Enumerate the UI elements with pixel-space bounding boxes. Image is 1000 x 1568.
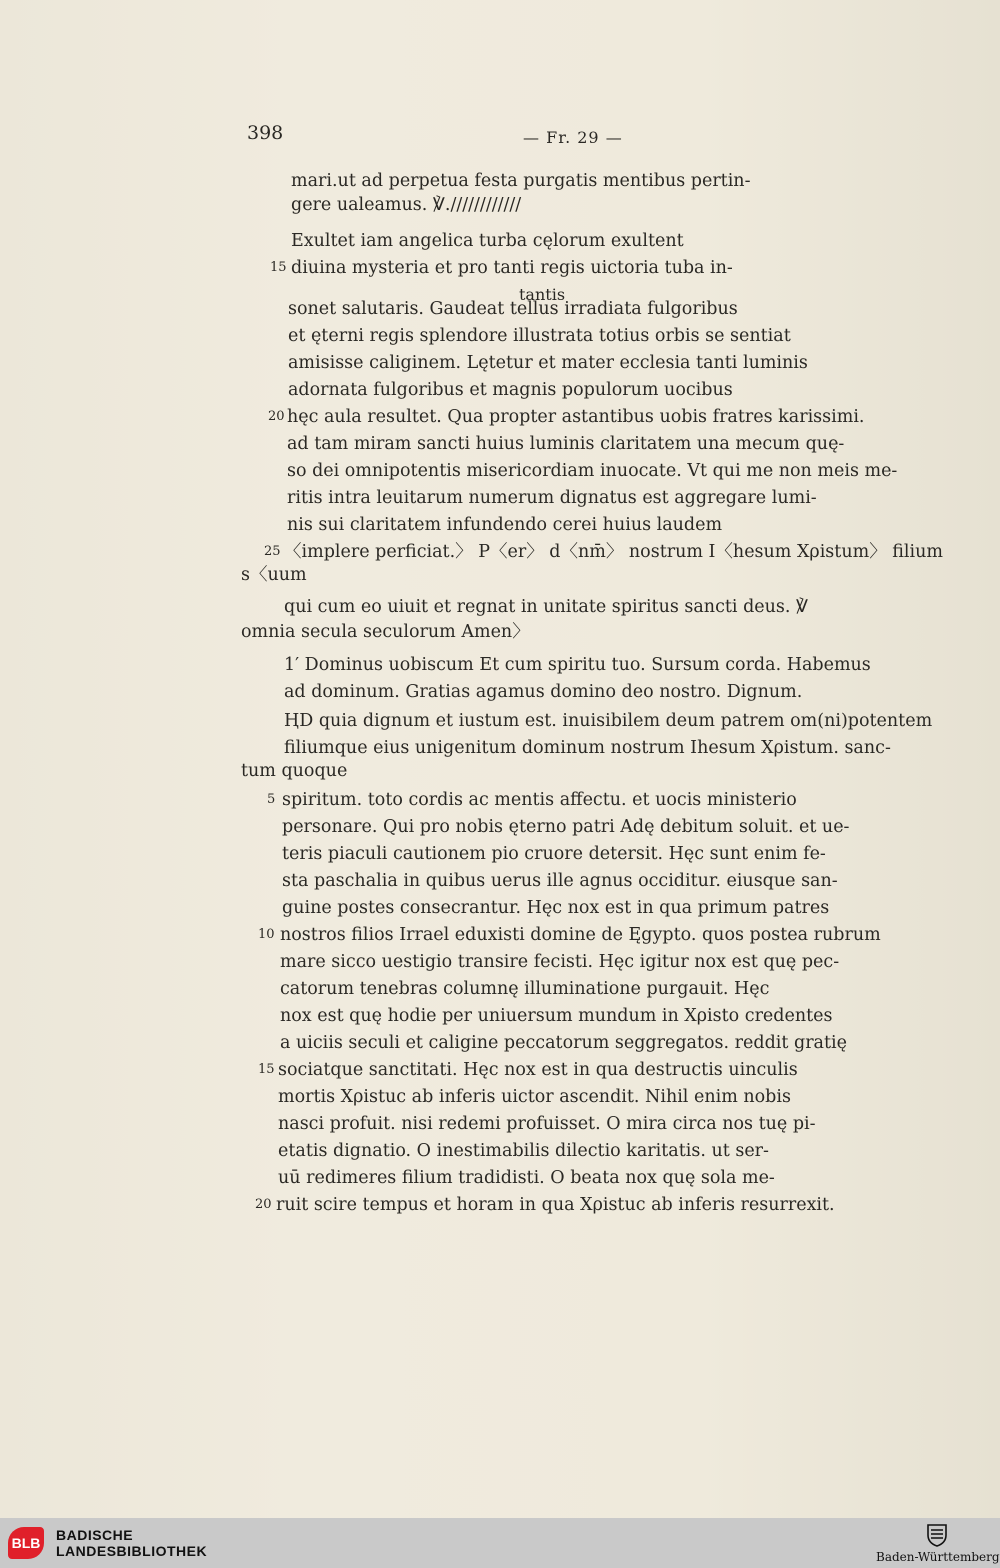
text-line: et ęterni regis splendore illustrata totius orbis se sentiat — [288, 326, 791, 346]
interlinear-insertion: tantis — [519, 285, 566, 304]
text-line: nostros filios Irrael eduxisti domine de Ęgypto. quos postea rubrum — [280, 925, 881, 945]
text-line: 〈implere perficiat.〉 P〈er〉 d〈nm̄〉 nostrum I〈hesum Xρistum〉 filium — [284, 542, 943, 562]
text-line: Exultet iam angelica turba cęlorum exultent — [291, 231, 684, 251]
text-line: mare sicco uestigio transire fecisti. Hęc igitur nox est quę pec- — [280, 952, 840, 972]
text-line: uū redimeres filium tradidisti. O beata nox quę sola me- — [278, 1168, 775, 1188]
text-line: nox est quę hodie per uniuersum mundum in Xρisto credentes — [280, 1006, 833, 1026]
text-line: diuina mysteria et pro tanti regis uictoria tuba in- — [291, 258, 733, 278]
text-line: adornata fulgoribus et magnis populorum uocibus — [288, 380, 733, 400]
text-line: ruit scire tempus et horam in qua Xρistuc ab inferis resurrexit. — [276, 1195, 835, 1215]
text-line: nasci profuit. nisi redemi profuisset. O mira circa nos tuę pi- — [278, 1114, 816, 1134]
text-line: etatis dignatio. O inestimabilis dilectio karitatis. ut ser- — [278, 1141, 769, 1161]
text-line: gere ualeamus. ℣.//////////// — [291, 195, 522, 215]
running-title: — Fr. 29 — — [523, 128, 623, 147]
line-number: 20 — [268, 409, 285, 424]
state-crest-icon — [924, 1522, 950, 1548]
text-line: teris piaculi cautionem pio cruore detersit. Hęc sunt enim fe- — [282, 844, 826, 864]
text-line: sta paschalia in quibus uerus ille agnus occiditur. eiusque san- — [282, 871, 838, 891]
state-name: Baden-Württemberg — [876, 1550, 1000, 1564]
text-line: ad tam miram sancti huius luminis claritatem una mecum quę- — [287, 434, 845, 454]
line-number: 20 — [255, 1197, 272, 1212]
text-line: tum quoque — [241, 761, 348, 781]
library-name — [56, 1527, 207, 1559]
text-line: nis sui claritatem infundendo cerei huius laudem — [287, 515, 723, 535]
text-line: 1′ Dominus uobiscum Et cum spiritu tuo. Sursum corda. Habemus — [284, 655, 871, 675]
text-line: qui cum eo uiuit et regnat in unitate spiritus sancti deus. ℣ — [284, 597, 808, 617]
text-line: hęc aula resultet. Qua propter astantibus uobis fratres karissimi. — [287, 407, 865, 427]
text-line: personare. Qui pro nobis ęterno patri Adę debitum soluit. et ue- — [282, 817, 850, 837]
text-line: mortis Xρistuc ab inferis uictor ascendit. Nihil enim nobis — [278, 1087, 791, 1107]
text-line: so dei omnipotentis misericordiam inuocate. Vt qui me non meis me- — [287, 461, 898, 481]
text-line: sociatque sanctitati. Hęc nox est in qua destructis uinculis — [278, 1060, 798, 1080]
footer-bar — [0, 1518, 1000, 1568]
text-line: sonet salutaris. Gaudeat tellus irradiata fulgoribus — [288, 299, 738, 319]
text-line: amisisse caliginem. Lętetur et mater ecclesia tanti luminis — [288, 353, 808, 373]
library-name-line-1: BADISCHE — [56, 1527, 134, 1543]
line-number: 25 — [264, 544, 281, 559]
text-line: guine postes consecrantur. Hęc nox est in qua primum patres — [282, 898, 830, 918]
text-line: ⱧD quia dignum et iustum est. inuisibilem deum patrem om(ni)potentem — [284, 711, 933, 731]
text-line: omnia secula seculorum Amen〉 — [241, 622, 530, 642]
text-line: filiumque eius unigenitum dominum nostrum Ihesum Xρistum. sanc- — [284, 738, 891, 758]
line-number: 15 — [258, 1062, 275, 1077]
text-line: mari.ut ad perpetua festa purgatis mentibus pertin- — [291, 171, 751, 191]
line-number: 15 — [270, 260, 287, 275]
text-line: spiritum. toto cordis ac mentis affectu. et uocis ministerio — [282, 790, 797, 810]
library-name-line-2: LANDESBIBLIOTHEK — [56, 1543, 208, 1559]
text-line: s〈uum — [241, 565, 307, 585]
text-line: a uiciis seculi et caligine peccatorum seggregatos. reddit gratię — [280, 1033, 847, 1053]
page-number: 398 — [247, 122, 284, 144]
blb-logo: BLB — [8, 1527, 44, 1559]
text-line: catorum tenebras columnę illuminatione purgauit. Hęc — [280, 979, 770, 999]
text-line: ritis intra leuitarum numerum dignatus est aggregare lumi- — [287, 488, 817, 508]
line-number: 5 — [267, 792, 276, 807]
text-line: ad dominum. Gratias agamus domino deo nostro. Dignum. — [284, 682, 803, 702]
line-number: 10 — [258, 927, 275, 942]
